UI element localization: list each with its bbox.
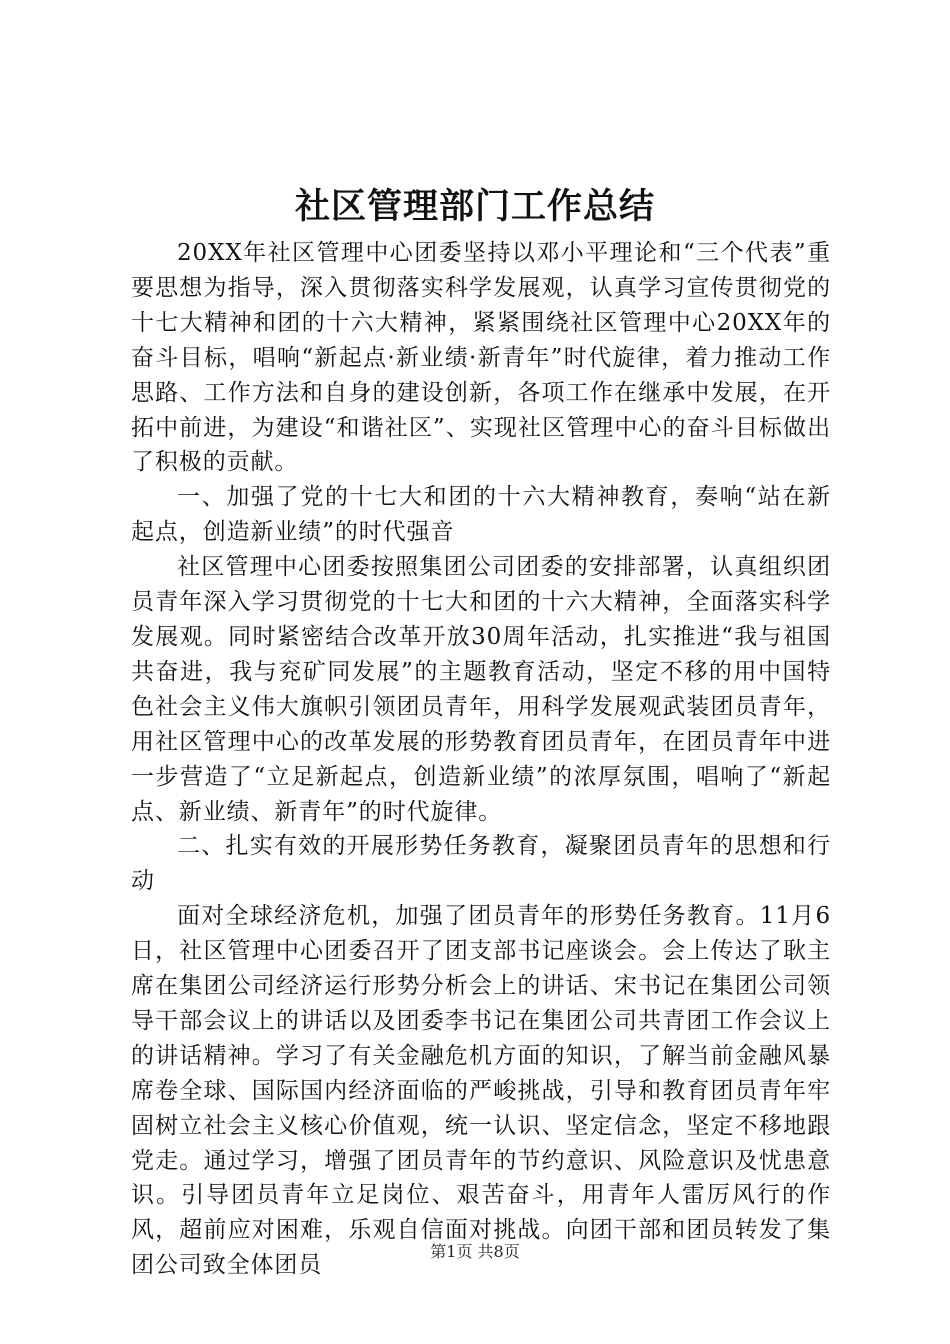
section-heading-1: 一、加强了党的十七大和团的十六大精神教育，奏响“站在新起点，创造新业绩”的时代强音 bbox=[131, 484, 831, 546]
page-footer: 第1页 共8页 bbox=[430, 1242, 520, 1261]
document-title: 社区管理部门工作总结 bbox=[294, 187, 655, 227]
paragraph-intro: 20XX年社区管理中心团委坚持以邓小平理论和“三个代表”重要思想为指导，深入贯彻落实科学发展观，认真学习宣传贯彻党的十七大精神和团的十六大精神，紧紧围绕社区管理中心20XX年的奋斗目标，唱响“新起点·新业绩·新青年”时代旋律，着力推动工作思路、工作方法和自身的建设创新，各项工作在继承中发展，在开拓中前进，为建设“和谐社区”、实现社区管理中心的奋斗目标做出了积极的贡献。 bbox=[131, 240, 831, 476]
paragraph-section-1: 社区管理中心团委按照集团公司团委的安排部署，认真组织团员青年深入学习贯彻党的十七大和团的十六大精神，全面落实科学发展观。同时紧密结合改革开放30周年活动，扎实推进“我与祖国共奋进，我与兖矿同发展”的主题教育活动，坚定不移的用中国特色社会主义伟大旗帜引领团员青年，用科学发展观武装团员青年，用社区管理中心的改革发展的形势教育团员青年，在团员青年中进一步营造了“立足新起点，创造新业绩”的浓厚氛围，唱响了“新起点、新业绩、新青年”的时代旋律。 bbox=[131, 554, 831, 825]
paragraph-section-2: 面对全球经济危机，加强了团员青年的形势任务教育。11月6日，社区管理中心团委召开了团支部书记座谈会。会上传达了耿主席在集团公司经济运行形势分析会上的讲话、宋书记在集团公司领导干部会议上的讲话以及团委李书记在集团公司共青团工作会议上的讲话精神。学习了有关金融危机方面的知识，了解当前金融风暴席卷全球、国际国内经济面临的严峻挑战，引导和教育团员青年牢固树立社会主义核心价值观，统一认识、坚定信念，坚定不移地跟党走。通过学习，增强了团员青年的节约意识、风险意识及忧患意识。引导团员青年立足岗位、艰苦奋斗，用青年人雷厉风行的作风，超前应对困难，乐观自信面对挑战。向团干部和团员转发了集团公司致全体团员 bbox=[131, 903, 831, 1279]
document-body bbox=[131, 236, 831, 1283]
section-heading-2: 二、扎实有效的开展形势任务教育，凝聚团员青年的思想和行动 bbox=[131, 833, 831, 895]
